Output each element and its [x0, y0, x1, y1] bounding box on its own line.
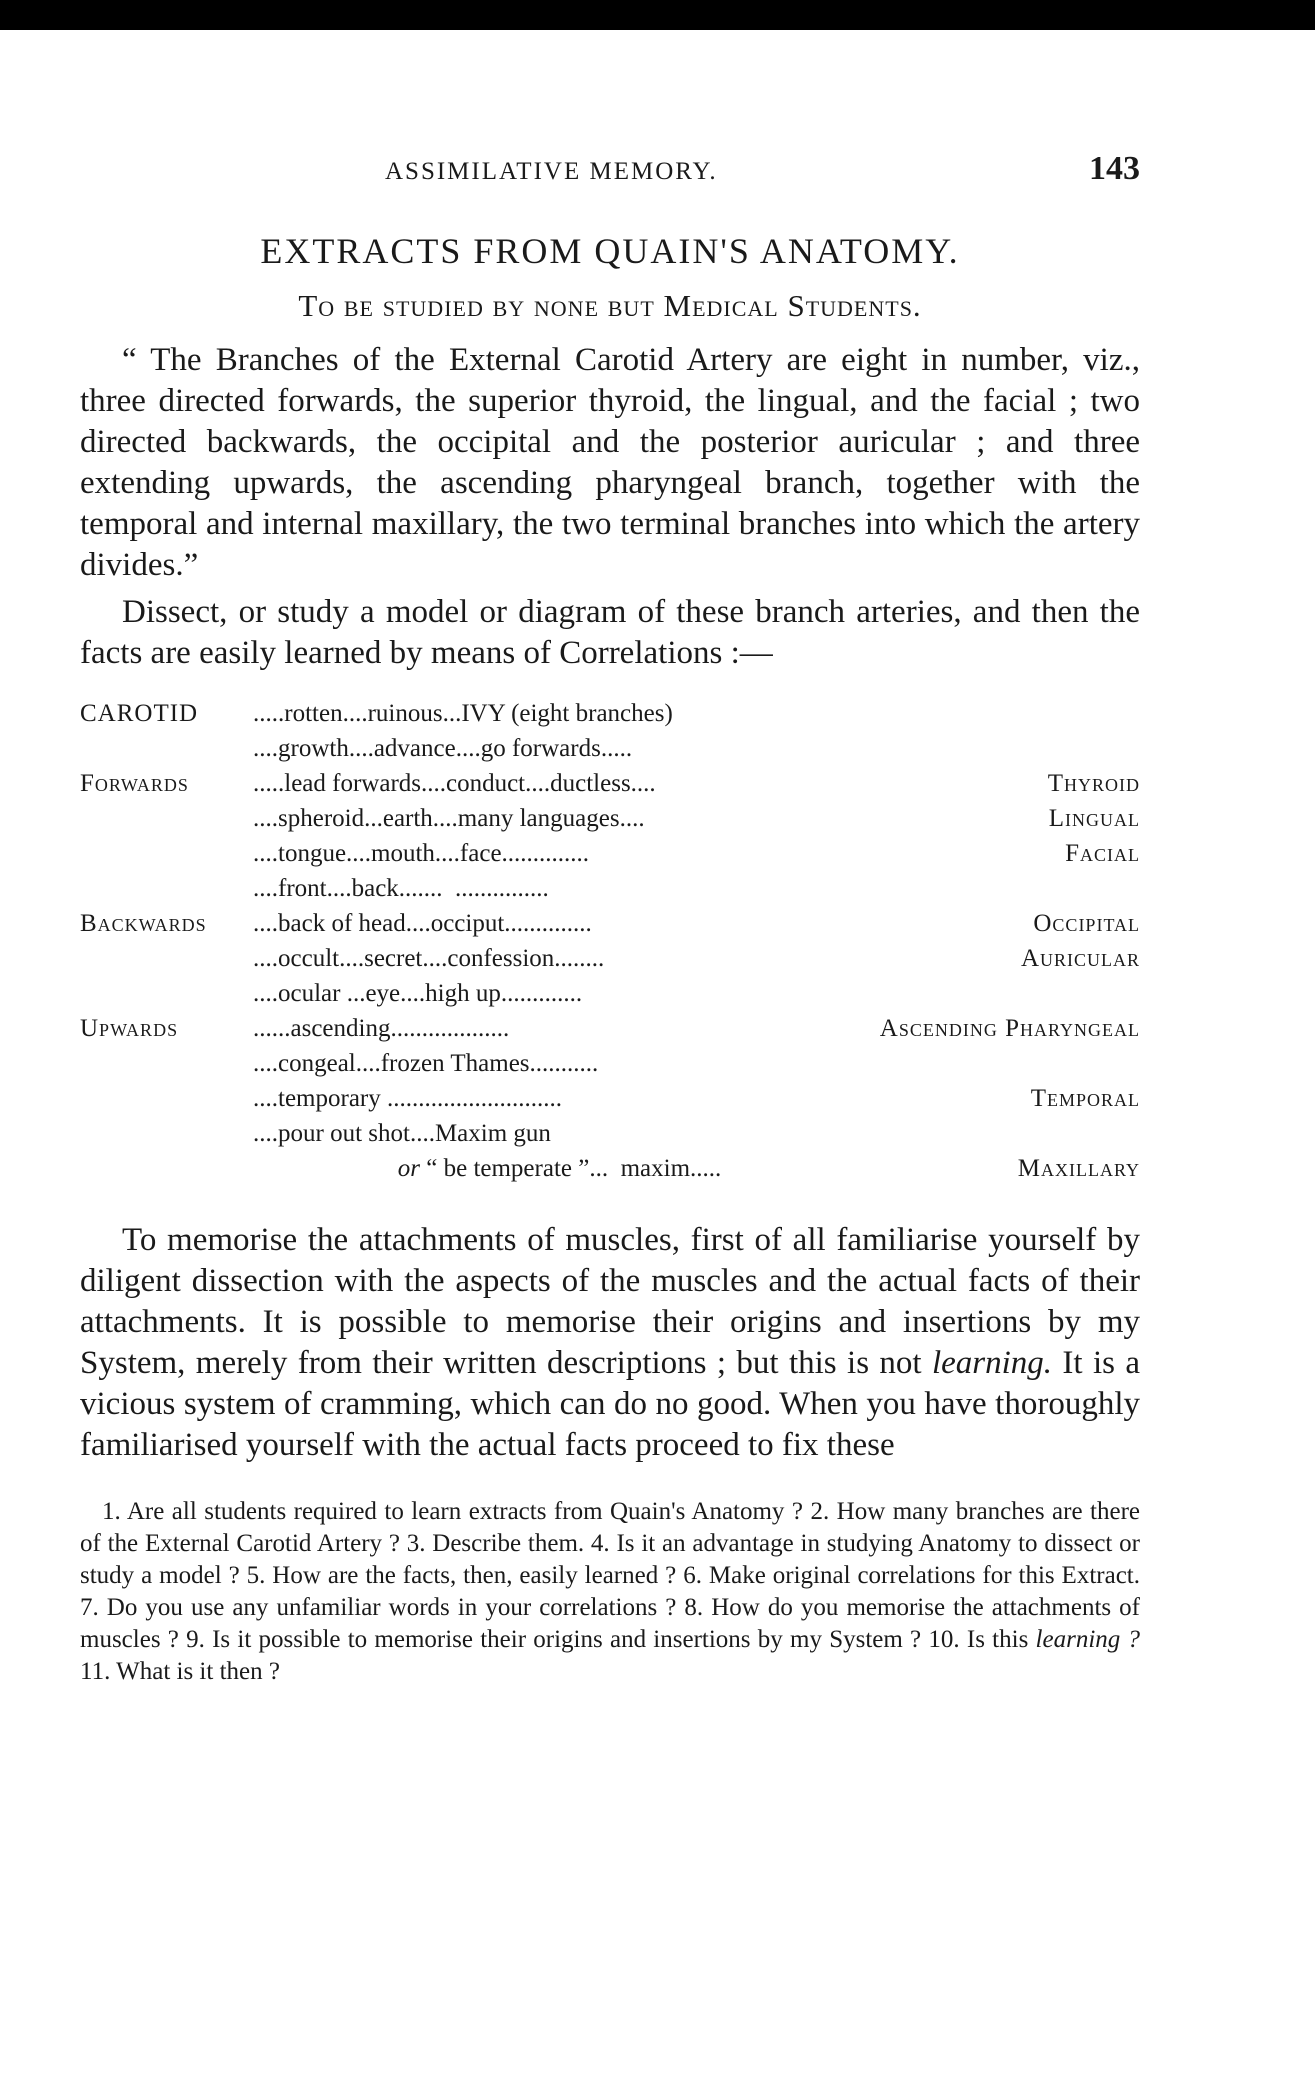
correlation-row: [80, 1116, 1140, 1151]
correlation-chain: ....growth....advance....go forwards.....: [253, 735, 633, 762]
correlations-table: [80, 696, 1140, 1186]
correlation-target: Ascending Pharyngeal: [879, 1015, 1140, 1042]
correlation-chain: ....pour out shot....Maxim gun: [253, 1120, 551, 1147]
correlation-chain: ......ascending...................: [253, 1015, 510, 1042]
correlation-chain: ....occult....secret....confession........: [253, 945, 605, 972]
correlation-label: Backwards: [80, 910, 207, 937]
correlation-row: [80, 801, 1140, 836]
correlation-target: Auricular: [1020, 945, 1140, 972]
running-title: ASSIMILATIVE MEMORY.: [385, 158, 718, 185]
correlation-chain: ....congeal....frozen Thames...........: [253, 1050, 599, 1077]
correlation-row: [80, 731, 1140, 766]
scan-top-border: [0, 0, 1315, 30]
correlation-target: Thyroid: [1047, 770, 1140, 797]
correlation-row: [80, 766, 1140, 801]
correlation-row: [80, 1011, 1140, 1046]
memorise-text-end: It is a vicious system of cramming, which can do no good. When you have thoroughly familiarised yourself with the actual facts proceed to fix these: [80, 1345, 1140, 1463]
questions-emphasis: learning ?: [1035, 1626, 1141, 1653]
correlation-label: CAROTID: [80, 700, 199, 727]
correlation-target: Facial: [1065, 840, 1140, 867]
correlation-row: [80, 836, 1140, 871]
section-subtitle: To be studied by none but Medical Students.: [298, 288, 922, 323]
correlation-chain: ....front....back....... ...............: [253, 875, 549, 902]
correlation-chain: ....tongue....mouth....face..............: [253, 840, 590, 867]
correlation-chain: ....spheroid...earth....many languages....: [253, 805, 645, 832]
questions-text: 1. Are all students required to learn extracts from Quain's Anatomy ? 2. How many branches are there of the External Carotid Artery ? 3. Describe them. 4. Is it an advantage in studying Anatomy to dissect or study a model ? 5. How are the facts, then, easily learned ? 6. Make original correlations for this Extract. 7. Do you use any unfamiliar words in your correlations ? 8. How do you memorise the attachments of muscles ? 9. Is it possible to memorise their origins and insertions by my System ? 10. Is this: [80, 1498, 1140, 1653]
memorise-emphasis: learning.: [931, 1345, 1053, 1381]
correlation-target: Lingual: [1048, 805, 1140, 832]
correlation-row: [80, 1046, 1140, 1081]
correlation-chain: .....lead forwards....conduct....ductless....: [253, 770, 656, 797]
memorise-text: To memorise the attachments of muscles, first of all familiarise yourself by diligent dissection with the aspects of the muscles and the actual facts of their attachments. It is possible to memorise their origins and insertions by my System, merely from their written descriptions ; but this is not: [80, 1222, 1140, 1381]
correlation-chain: ....temporary ............................: [253, 1085, 562, 1112]
correlation-label: or: [397, 1155, 420, 1182]
correlation-row: [80, 976, 1140, 1011]
book-page: [80, 150, 1140, 1688]
correlation-row: [80, 1151, 1140, 1186]
correlation-row: [80, 696, 1140, 731]
correlation-chain: .....rotten....ruinous...IVY (eight branches): [253, 700, 673, 727]
correlation-row: [80, 906, 1140, 941]
correlation-chain: ....back of head....occiput..............: [253, 910, 592, 937]
correlation-row: [80, 1081, 1140, 1116]
correlation-label: Upwards: [80, 1015, 179, 1042]
correlation-row: [80, 941, 1140, 976]
memorise-paragraph: [80, 1220, 1140, 1466]
correlation-target: Temporal: [1030, 1085, 1140, 1112]
correlation-row: [80, 871, 1140, 906]
correlation-label: Forwards: [80, 770, 189, 797]
review-questions: [80, 1496, 1140, 1688]
correlation-chain: ....ocular ...eye....high up.............: [253, 980, 583, 1007]
correlation-target: Occipital: [1033, 910, 1140, 937]
running-head: [80, 150, 1140, 200]
correlation-chain: “ be temperate ”... maxim.....: [420, 1155, 722, 1182]
correlation-target: Maxillary: [1017, 1155, 1140, 1182]
questions-text-end: 11. What is it then ?: [80, 1658, 280, 1685]
quote-paragraph: “ The Branches of the External Carotid Artery are eight in number, viz., three directed forwards, the superior thyroid, the lingual, and the facial ; two directed backwards, the occipital and the posterior auricular ; and three extending upwards, the ascending pharyngeal branch, together with the temporal and internal maxillary, the two terminal branches into which the artery divides.”: [80, 342, 1140, 583]
dissect-paragraph: Dissect, or study a model or diagram of these branch arteries, and then the facts are easily learned by means of Correlations :—: [80, 594, 1140, 671]
page-number: 143: [1089, 150, 1140, 187]
section-title: EXTRACTS FROM QUAIN'S ANATOMY.: [260, 231, 960, 271]
